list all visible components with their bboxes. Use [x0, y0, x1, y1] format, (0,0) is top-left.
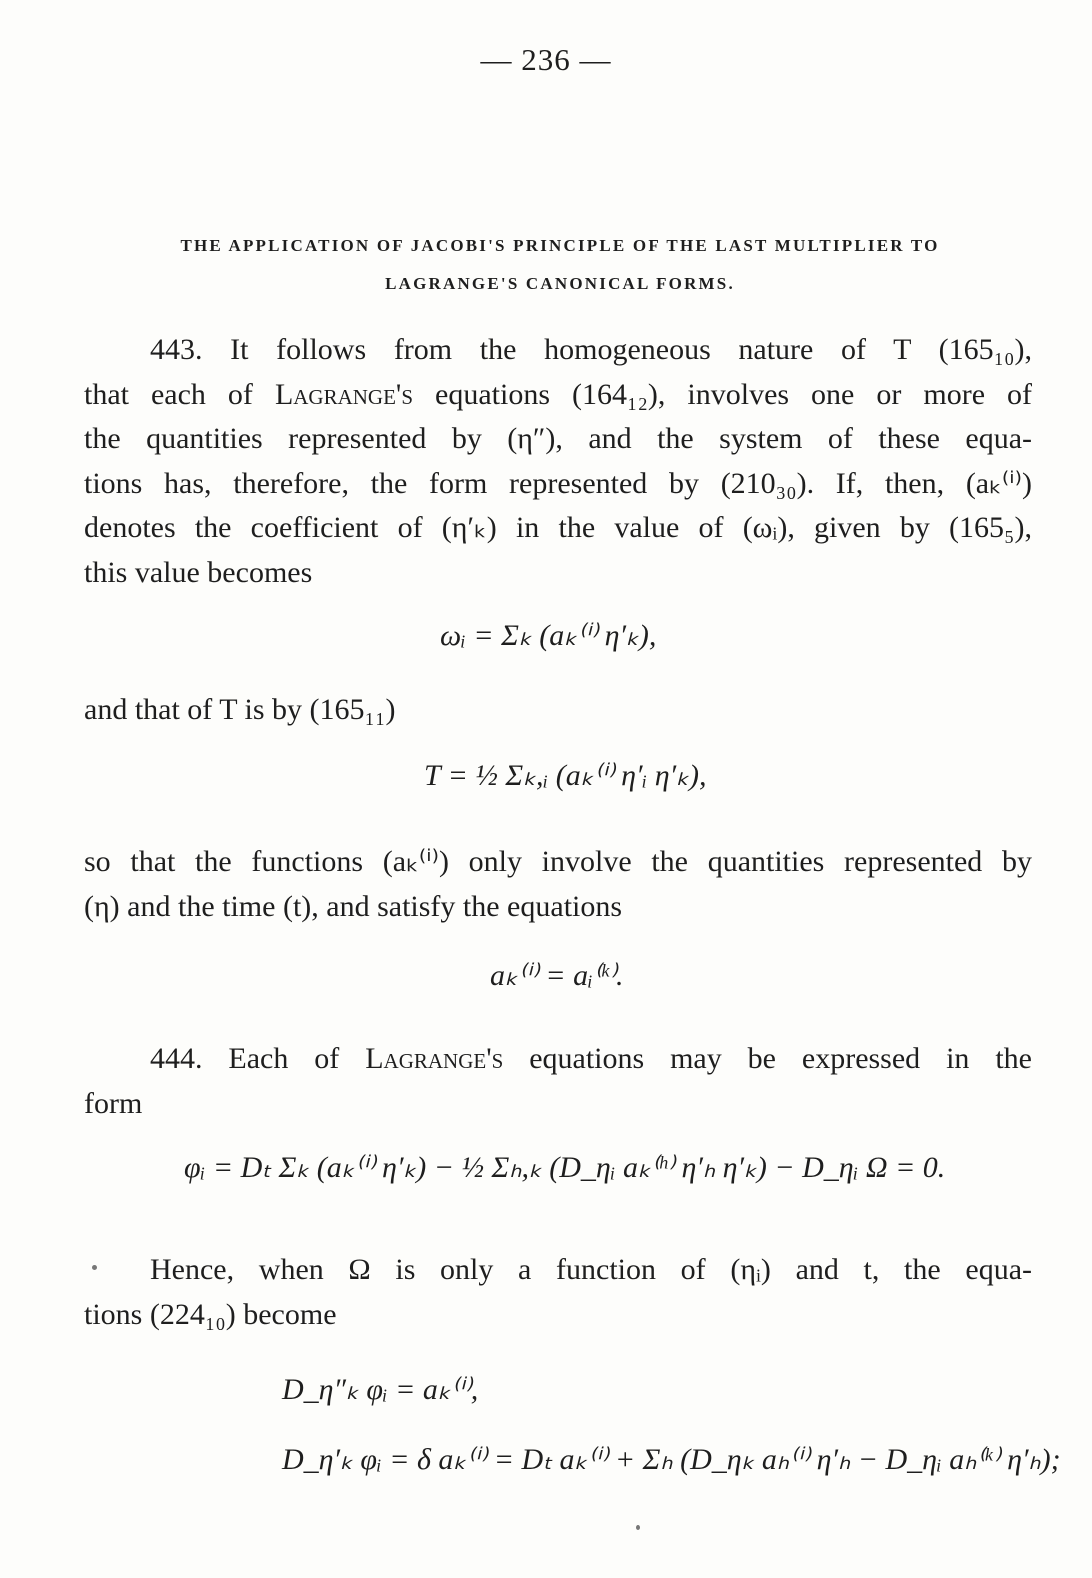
equation-phi: φᵢ = Dₜ Σₖ (aₖ⁽ⁱ⁾ η′ₖ) − ½ Σₕ,ₖ (D_ηᵢ aₖ⁽ʰ⁾ η′ₕ η′ₖ) − D_ηᵢ Ω = 0.	[184, 1151, 946, 1184]
paragraph-line: so that the functions (aₖ⁽ⁱ⁾) only involve the quantities represented by	[84, 845, 1032, 878]
text-run: equations may be expressed in the	[503, 1042, 1032, 1075]
equation-T: T = ½ Σₖ,ᵢ (aₖ⁽ⁱ⁾ η′ᵢ η′ₖ),	[424, 759, 707, 792]
paragraph-hence	[84, 1248, 1032, 1337]
text-run: equations (164₁₂), involves one or more of	[413, 377, 1032, 411]
paragraph-line: the quantities represented by (η″), and the system of these equa-	[84, 422, 1032, 455]
paragraph-functions	[84, 840, 1032, 929]
section-heading-line-2: LAGRANGE'S CANONICAL FORMS.	[385, 274, 735, 293]
paragraph-line: form	[84, 1086, 143, 1120]
equation-first-derivative: D_η′ₖ φᵢ = δ aₖ⁽ⁱ⁾ = Dₜ aₖ⁽ⁱ⁾ + Σₕ (D_ηₖ aₕ⁽ⁱ⁾ η′ₕ − D_ηᵢ aₕ⁽ᵏ⁾ η′ₕ);	[282, 1443, 1061, 1476]
name-lagrange: Lagrange's	[274, 377, 414, 411]
paragraph-line: tions (224₁₀) become	[84, 1297, 337, 1331]
text-run: 444. Each of	[150, 1042, 366, 1075]
paragraph-line: 443. It follows from the homogeneous nature of T (165₁₀),	[150, 333, 1032, 366]
equation-second-derivative: D_η″ₖ φᵢ = aₖ⁽ⁱ⁾,	[282, 1373, 479, 1406]
page-number: — 236 —	[480, 42, 612, 77]
paragraph-line: Hence, when Ω is only a function of (ηᵢ) and t, the equa-	[150, 1253, 1032, 1286]
print-speck	[636, 1525, 640, 1530]
paragraph-444	[84, 1037, 1032, 1126]
paragraph-line: this value becomes	[84, 555, 313, 589]
equation-omega: ωᵢ = Σₖ (aₖ⁽ⁱ⁾ η′ₖ),	[440, 619, 657, 652]
paragraph-line: and that of T is by (165₁₁)	[84, 693, 396, 726]
text-run: that each of	[84, 377, 275, 411]
print-speck	[92, 1265, 97, 1270]
section-heading-line-1: THE APPLICATION OF JACOBI'S PRINCIPLE OF THE LAST MULTIPLIER TO	[180, 236, 940, 255]
name-lagrange: Lagrange's	[365, 1042, 504, 1075]
paragraph-line	[84, 373, 1032, 418]
paragraph-line: denotes the coefficient of (η′ₖ) in the value of (ωᵢ), given by (165₅),	[84, 511, 1032, 544]
paragraph-line: (η) and the time (t), and satisfy the equations	[84, 889, 623, 923]
equation-symmetry: aₖ⁽ⁱ⁾ = aᵢ⁽ᵏ⁾.	[490, 959, 624, 992]
paragraph-line	[84, 1037, 1032, 1082]
paragraph-line-T	[84, 688, 1032, 733]
paragraph-line: tions has, therefore, the form represented by (210₃₀). If, then, (aₖ⁽ⁱ⁾)	[84, 466, 1032, 500]
paragraph-443	[84, 328, 1032, 595]
